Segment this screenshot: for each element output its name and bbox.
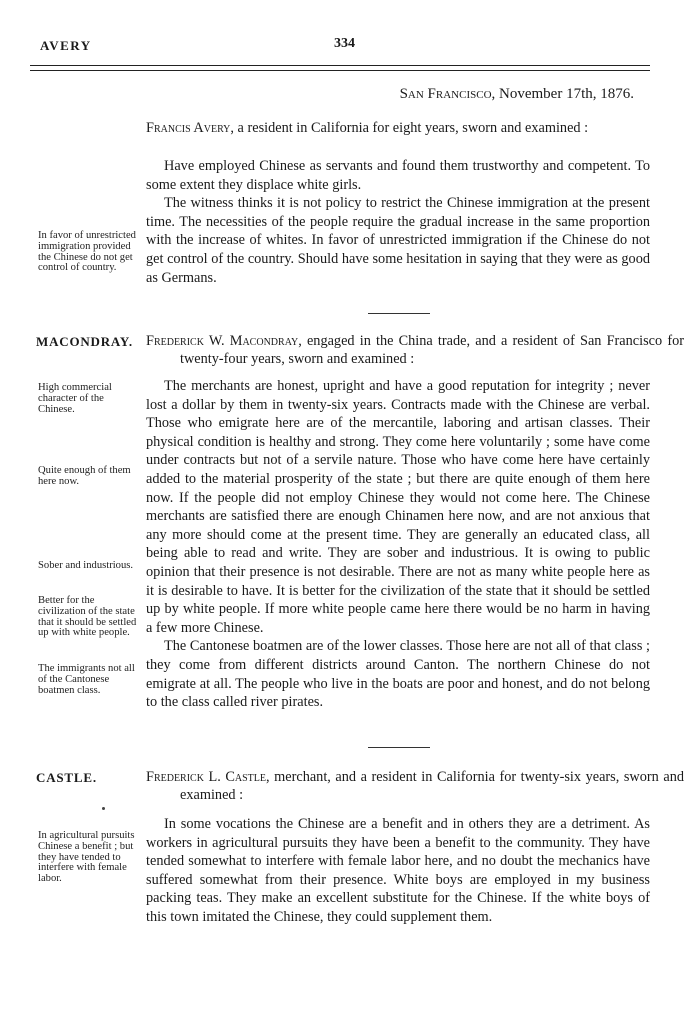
dateline [300,86,634,103]
side-note: The immigrants not all of the Cantonese boatmen class. [38,663,135,696]
header-rule-bottom [30,70,650,71]
section-divider [368,313,430,314]
testimony-intro [146,332,684,368]
witness-intro-text: , engaged in the China trade, and a resident of San Francisco for twenty-four years, sworn and examined : [180,333,684,367]
witness-intro-text: , merchant, and a resident in California for twenty-six years, sworn and examined : [180,769,684,803]
side-note: In agricultural pursuits Chinese a benefit ; but they have tended to interfere with female labor. [38,830,135,885]
side-note: Better for the civilization of the state that it should be settled up with white people. [38,595,137,639]
testimony-paragraph: The merchants are honest, upright and have a good reputation for integrity ; never lost a dollar by them in twenty-six years. Contracts made with the Chinese are verbal. Those who emigrate here are of the mercantile, laboring and artisan classes. Their physical condition is healthy and strong. They come here voluntarily ; some have come under contracts but not of a servile nature. Those who have come here have certainly added to the material prosperity of the state ; but there are quite enough of them here now. If the people did not employ Chinese they would not come here. The Chinese merchants are satisfied there are enough Chinamen here now, and are not anxious that any more should come at the present time. They are generally an educated class, all being able to read and write. They are sober and industrious. It is owing to public opinion that their presence is not desirable. There are not as many white people here as it is desirable to have. It is better for the civilization of the state that it should be settled up by white people. If more white people came here there would be no harm in having a few more Chinese. [146,378,650,636]
section-divider [368,747,430,748]
testimony-body [146,377,650,712]
page-number: 334 [334,36,355,51]
testimony-body [146,157,650,287]
side-note: Quite enough of them here now. [38,465,131,487]
witness-name: Frederick W. Macondray [146,333,299,349]
testimony-intro [146,768,684,804]
dateline-city: San Francisco [399,86,492,102]
testimony-paragraph: The Cantonese boatmen are of the lower classes. Those here are not all of that class ; they come from different districts around Canton. The northern Chinese do not emigrate at all. The people who live in the boats are poor and honest, and do not belong to the class called river pirates. [146,638,650,711]
testimony-paragraph: Have employed Chinese as servants and found them trustworthy and competent. To some extent they displace white girls. [146,158,650,193]
testimony-body [146,815,650,927]
witness-intro-text: , a resident in California for eight years, sworn and examined : [230,120,589,136]
header-rule-top [30,65,650,66]
side-note: Sober and industrious. [38,560,134,571]
testimony-paragraph: In some vocations the Chinese are a benefit and in others they are a detriment. As workers in agricultural pursuits they have been a benefit to the community. They have tended somewhat to interfere with female labor here, and no doubt the mechanics have suffered somewhat from their presence. White boys are employed in my business packing teas. They make an excellent substitute for the Chinese. If the white boys of this town imitated the Chinese, they could supplement them. [146,816,650,925]
running-head: AVERY [40,38,92,53]
speaker-margin-name: MACONDRAY. [36,334,133,349]
side-note: In favor of unrestricted immigration provided the Chinese do not get control of country. [38,230,136,274]
ink-speck [102,807,105,810]
testimony-paragraph: The witness thinks it is not policy to restrict the Chinese immigration at the present time. The necessities of the people require the gradual increase in the same proportion with the increase of whites. In favor of unrestricted immigration if the Chinese do not get control of the country. Should have some hesitation in saying that they were as good as Germans. [146,195,650,286]
dateline-date: , November 17th, 1876. [491,86,634,102]
testimony-intro [146,119,684,137]
witness-name: Francis Avery [146,120,231,136]
speaker-margin-name: CASTLE. [36,770,97,785]
side-note: High commercial character of the Chinese. [38,382,112,415]
witness-name: Frederick L. Castle [146,769,266,785]
